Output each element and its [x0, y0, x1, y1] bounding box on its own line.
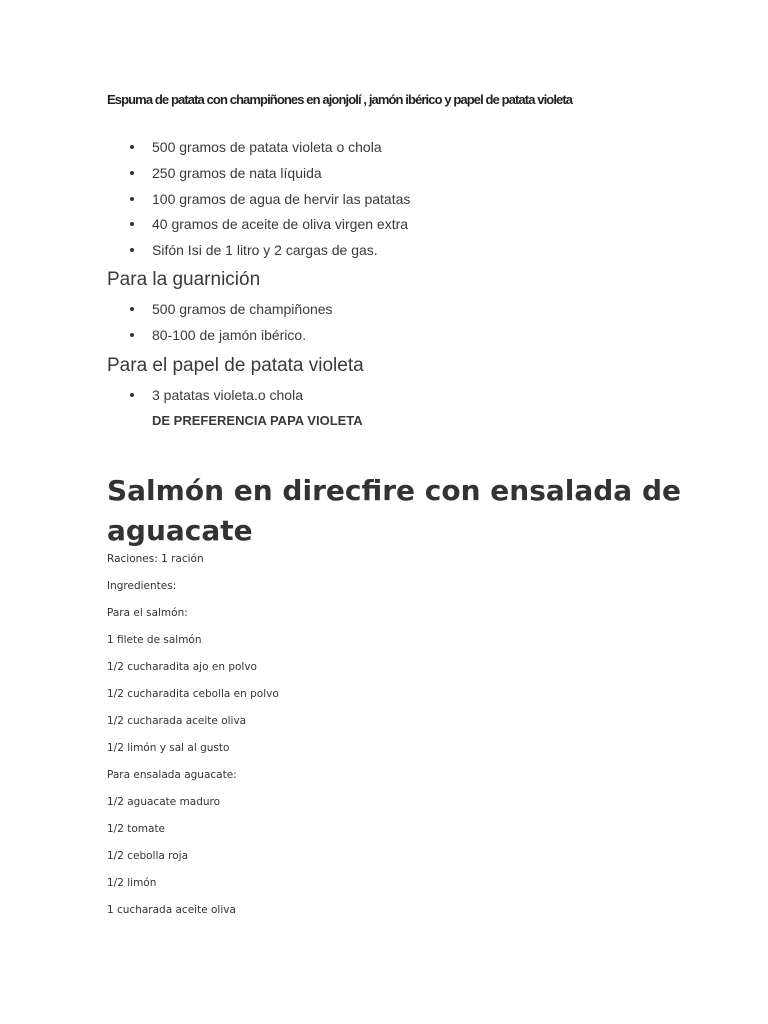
recipe-line: 1/2 aguacate maduro	[107, 796, 221, 808]
recipe-title: Espuma de patata con champiñones en ajonjolí , jamón ibérico y papel de patata violeta	[107, 92, 573, 107]
recipe-line: Raciones: 1 ración	[107, 553, 204, 565]
recipe-line: 1/2 limón	[107, 877, 157, 889]
recipe-line: 1 cucharada aceite oliva	[107, 904, 236, 916]
guarnicion-list	[0, 301, 333, 353]
list-item: 100 gramos de agua de hervir las patatas	[0, 191, 410, 217]
salmon-recipe-lines	[107, 552, 279, 930]
recipe-line: 1/2 tomate	[107, 823, 166, 835]
recipe-line: 1/2 cucharadita ajo en polvo	[107, 661, 257, 673]
recipe-line: 1/2 cucharadita cebolla en polvo	[107, 688, 279, 700]
list-item: Sifón Isi de 1 litro y 2 cargas de gas.	[0, 242, 410, 268]
list-item: 40 gramos de aceite de oliva virgen extra	[0, 216, 410, 242]
salmon-recipe-title: Salmón en direcfire con ensalada de aguacate	[107, 474, 681, 547]
list-item: 80-100 de jamón ibérico.	[0, 327, 333, 353]
recipe-line: 1/2 cebolla roja	[107, 850, 189, 862]
preference-note: DE PREFERENCIA PAPA VIOLETA	[152, 413, 363, 428]
recipe-line: Para el salmón:	[107, 607, 188, 619]
recipe-line: 1/2 cucharada aceite oliva	[107, 715, 247, 727]
list-item: 3 patatas violeta.o chola	[0, 387, 303, 413]
recipe-line: Ingredientes:	[107, 580, 177, 592]
list-item: 250 gramos de nata líquida	[0, 165, 410, 191]
recipe-line: Para ensalada aguacate:	[107, 769, 237, 781]
guarnicion-heading: Para la guarnición	[107, 269, 261, 290]
main-ingredients-list	[0, 139, 410, 268]
list-item: 500 gramos de patata violeta o chola	[0, 139, 410, 165]
recipe-line: 1 filete de salmón	[107, 634, 202, 646]
papel-list	[0, 387, 303, 413]
list-item: 500 gramos de champiñones	[0, 301, 333, 327]
recipe-line: 1/2 limón y sal al gusto	[107, 742, 230, 754]
papel-heading: Para el papel de patata violeta	[107, 355, 364, 376]
